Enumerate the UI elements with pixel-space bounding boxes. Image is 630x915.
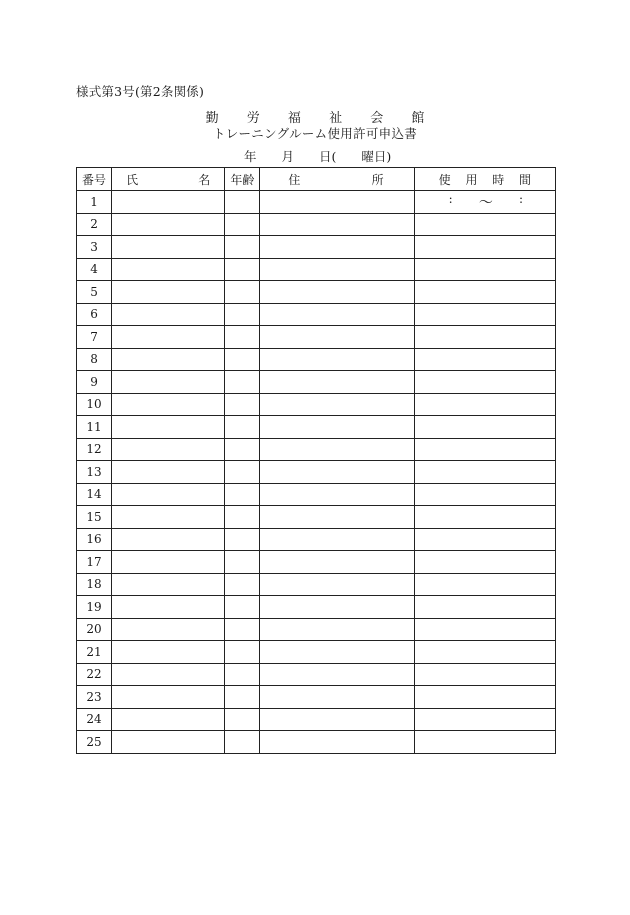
header-address (260, 168, 414, 191)
table-row (77, 191, 556, 214)
header-name (112, 168, 225, 191)
table-row (77, 663, 556, 686)
row-number: 1 (77, 191, 112, 214)
address-cell[interactable] (260, 731, 414, 754)
header-time-char: 間 (518, 172, 531, 187)
usage-time-cell[interactable] (414, 483, 555, 506)
usage-time-cell[interactable] (414, 371, 555, 394)
header-time-char: 使 (438, 172, 451, 187)
usage-time-cell[interactable] (414, 551, 555, 574)
address-cell[interactable] (260, 551, 414, 574)
org-title-char: 祉 (329, 111, 343, 126)
usage-time-cell[interactable] (414, 438, 555, 461)
name-cell[interactable] (112, 506, 225, 529)
address-cell[interactable] (260, 303, 414, 326)
usage-time-cell[interactable] (414, 393, 555, 416)
age-cell[interactable] (225, 461, 260, 484)
address-cell[interactable] (260, 191, 414, 214)
row-number: 10 (77, 393, 112, 416)
age-cell[interactable] (225, 618, 260, 641)
header-time-char: 用 (465, 172, 478, 187)
address-cell[interactable] (260, 641, 414, 664)
row-number: 19 (77, 596, 112, 619)
usage-time-cell[interactable] (414, 708, 555, 731)
table-row (77, 641, 556, 664)
name-cell[interactable] (112, 258, 225, 281)
age-cell[interactable] (225, 731, 260, 754)
age-cell[interactable] (225, 236, 260, 259)
name-cell[interactable] (112, 686, 225, 709)
name-cell[interactable] (112, 236, 225, 259)
usage-time-cell[interactable] (414, 596, 555, 619)
table-row (77, 236, 556, 259)
table-row (77, 618, 556, 641)
table-row (77, 551, 556, 574)
time-colon-start: : (448, 191, 453, 206)
table-row (77, 303, 556, 326)
usage-time-cell[interactable] (414, 191, 555, 214)
row-number: 8 (77, 348, 112, 371)
row-number: 5 (77, 281, 112, 304)
address-cell[interactable] (260, 686, 414, 709)
address-cell[interactable] (260, 573, 414, 596)
row-number: 2 (77, 213, 112, 236)
header-time-char: 時 (492, 172, 505, 187)
row-number: 21 (77, 641, 112, 664)
age-cell[interactable] (225, 641, 260, 664)
usage-time-cell[interactable] (414, 663, 555, 686)
table-row (77, 596, 556, 619)
header-name-char: 名 (198, 172, 211, 187)
row-number: 7 (77, 326, 112, 349)
address-cell[interactable] (260, 708, 414, 731)
age-cell[interactable] (225, 281, 260, 304)
age-cell[interactable] (225, 371, 260, 394)
age-cell[interactable] (225, 573, 260, 596)
name-cell[interactable] (112, 461, 225, 484)
table-row (77, 686, 556, 709)
name-cell[interactable] (112, 618, 225, 641)
table-row (77, 731, 556, 754)
age-cell[interactable] (225, 213, 260, 236)
header-address-char: 住 (288, 172, 301, 187)
row-number: 25 (77, 731, 112, 754)
time-format (415, 192, 555, 212)
usage-time-cell[interactable] (414, 416, 555, 439)
usage-time-cell[interactable] (414, 258, 555, 281)
name-cell[interactable] (112, 483, 225, 506)
application-table (76, 167, 556, 754)
table-row (77, 213, 556, 236)
row-number: 6 (77, 303, 112, 326)
name-cell[interactable] (112, 326, 225, 349)
name-cell[interactable] (112, 708, 225, 731)
row-number: 3 (77, 236, 112, 259)
usage-time-cell[interactable] (414, 326, 555, 349)
time-colon-end: : (518, 191, 523, 206)
table-row (77, 326, 556, 349)
age-cell[interactable] (225, 483, 260, 506)
header-number: 番号 (77, 168, 112, 191)
name-cell[interactable] (112, 416, 225, 439)
address-cell[interactable] (260, 461, 414, 484)
row-number: 11 (77, 416, 112, 439)
row-number: 12 (77, 438, 112, 461)
age-cell[interactable] (225, 663, 260, 686)
name-cell[interactable] (112, 641, 225, 664)
table-row (77, 348, 556, 371)
row-number: 14 (77, 483, 112, 506)
table-header-row (77, 168, 556, 191)
usage-time-cell[interactable] (414, 731, 555, 754)
header-name-char: 氏 (126, 172, 139, 187)
name-cell[interactable] (112, 731, 225, 754)
usage-time-cell[interactable] (414, 641, 555, 664)
address-cell[interactable] (260, 258, 414, 281)
age-cell[interactable] (225, 506, 260, 529)
table-row (77, 708, 556, 731)
usage-time-cell[interactable] (414, 348, 555, 371)
name-cell[interactable] (112, 191, 225, 214)
age-cell[interactable] (225, 258, 260, 281)
table-body (77, 191, 556, 754)
row-number: 15 (77, 506, 112, 529)
name-cell[interactable] (112, 281, 225, 304)
address-cell[interactable] (260, 281, 414, 304)
name-cell[interactable] (112, 393, 225, 416)
address-cell[interactable] (260, 416, 414, 439)
name-cell[interactable] (112, 663, 225, 686)
address-cell[interactable] (260, 483, 414, 506)
address-cell[interactable] (260, 236, 414, 259)
header-usage-time (414, 168, 555, 191)
age-cell[interactable] (225, 348, 260, 371)
table-row (77, 393, 556, 416)
table-row (77, 416, 556, 439)
age-cell[interactable] (225, 708, 260, 731)
usage-time-cell[interactable] (414, 573, 555, 596)
org-title-char: 館 (411, 111, 425, 126)
org-title-char: 会 (370, 111, 384, 126)
name-cell[interactable] (112, 551, 225, 574)
table-row (77, 281, 556, 304)
name-cell[interactable] (112, 438, 225, 461)
time-tilde: 〜 (478, 194, 493, 211)
address-cell[interactable] (260, 506, 414, 529)
name-cell[interactable] (112, 371, 225, 394)
application-title: トレーニングルーム使用許可申込書 (212, 126, 418, 141)
age-cell[interactable] (225, 596, 260, 619)
date-line: 年 月 日( 曜日) (244, 149, 392, 164)
org-title-char: 勤 (205, 111, 219, 126)
name-cell[interactable] (112, 348, 225, 371)
age-cell[interactable] (225, 528, 260, 551)
usage-time-cell[interactable] (414, 303, 555, 326)
age-cell[interactable] (225, 303, 260, 326)
usage-time-cell[interactable] (414, 618, 555, 641)
org-title-char: 労 (246, 111, 260, 126)
usage-time-cell[interactable] (414, 528, 555, 551)
age-cell[interactable] (225, 416, 260, 439)
age-cell[interactable] (225, 393, 260, 416)
usage-time-cell[interactable] (414, 213, 555, 236)
usage-time-cell[interactable] (414, 236, 555, 259)
name-cell[interactable] (112, 596, 225, 619)
address-cell[interactable] (260, 213, 414, 236)
row-number: 18 (77, 573, 112, 596)
row-number: 13 (77, 461, 112, 484)
address-cell[interactable] (260, 596, 414, 619)
address-cell[interactable] (260, 438, 414, 461)
form-number-label: 様式第3号(第2条関係) (76, 84, 205, 99)
age-cell[interactable] (225, 551, 260, 574)
age-cell[interactable] (225, 326, 260, 349)
table-row (77, 461, 556, 484)
row-number: 20 (77, 618, 112, 641)
row-number: 22 (77, 663, 112, 686)
table-row (77, 573, 556, 596)
name-cell[interactable] (112, 303, 225, 326)
usage-time-cell[interactable] (414, 686, 555, 709)
address-cell[interactable] (260, 663, 414, 686)
name-cell[interactable] (112, 528, 225, 551)
address-cell[interactable] (260, 528, 414, 551)
row-number: 9 (77, 371, 112, 394)
row-number: 24 (77, 708, 112, 731)
address-cell[interactable] (260, 326, 414, 349)
usage-time-cell[interactable] (414, 281, 555, 304)
address-cell[interactable] (260, 371, 414, 394)
age-cell[interactable] (225, 191, 260, 214)
org-title-char: 福 (287, 111, 301, 126)
table-row (77, 438, 556, 461)
table-row (77, 483, 556, 506)
header-age: 年齢 (225, 168, 260, 191)
table-row (77, 506, 556, 529)
header-address-char: 所 (371, 172, 384, 187)
row-number: 4 (77, 258, 112, 281)
address-cell[interactable] (260, 618, 414, 641)
name-cell[interactable] (112, 573, 225, 596)
row-number: 17 (77, 551, 112, 574)
row-number: 16 (77, 528, 112, 551)
table-row (77, 528, 556, 551)
table-row (77, 258, 556, 281)
name-cell[interactable] (112, 213, 225, 236)
age-cell[interactable] (225, 438, 260, 461)
usage-time-cell[interactable] (414, 461, 555, 484)
row-number: 23 (77, 686, 112, 709)
address-cell[interactable] (260, 393, 414, 416)
age-cell[interactable] (225, 686, 260, 709)
usage-time-cell[interactable] (414, 506, 555, 529)
table-row (77, 371, 556, 394)
address-cell[interactable] (260, 348, 414, 371)
